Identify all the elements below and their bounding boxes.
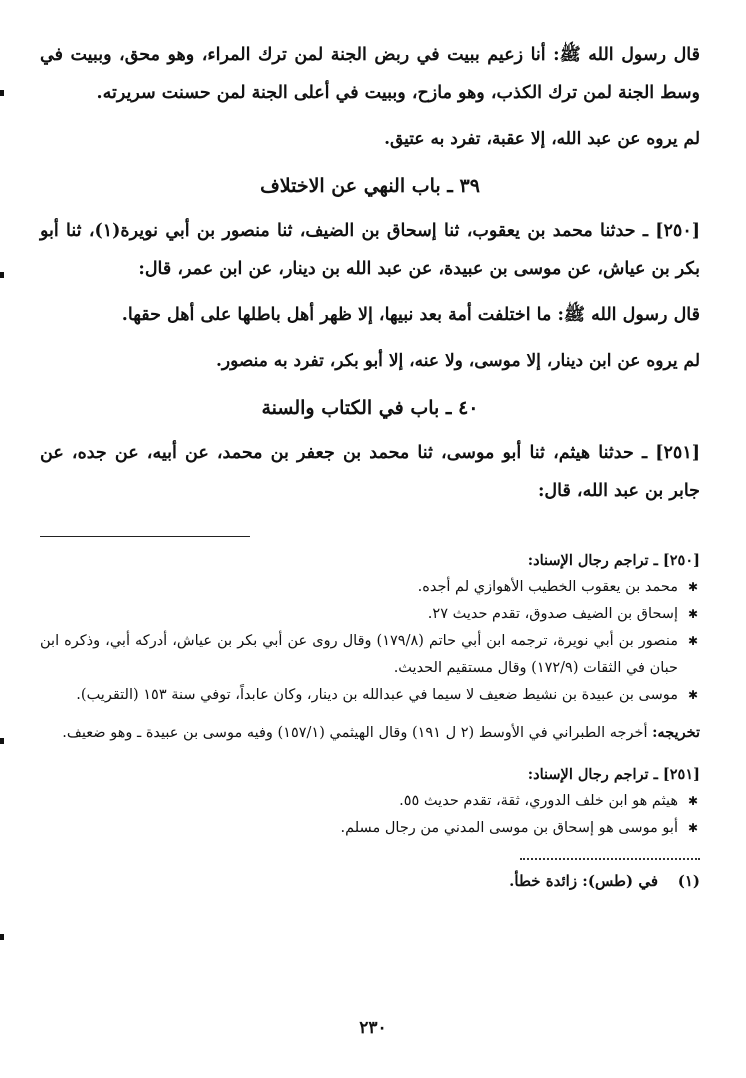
- scan-mark: [0, 738, 4, 744]
- chapter-heading-40: ٤٠ ـ باب في الكتاب والسنة: [261, 397, 479, 419]
- note-item: ✱ محمد بن يعقوب الخطيب الأهوازي لم أجده.: [40, 574, 700, 601]
- footnote-separator: [520, 858, 700, 860]
- scan-mark: [0, 90, 4, 96]
- takhrij-label: تخريجه:: [652, 724, 700, 741]
- hadith-text: قال رسول الله ﷺ: أنا زعيم ببيت في ربض الجنة لمن ترك المراء، وهو محق، وببيت في وسط الجنة لمن ترك الكذب، وهو مازح، وببيت في أعلى الجنة لمن حسنت سريرته.: [40, 45, 700, 103]
- note-item: ✱ أبو موسى هو إسحاق بن موسى المدني من رجال مسلم.: [40, 815, 700, 842]
- scan-mark: [0, 272, 4, 278]
- footnote-number: (١): [677, 872, 700, 890]
- isnad-250: [٢٥٠] ـ حدثنا محمد بن يعقوب، ثنا إسحاق بن الضيف، ثنا منصور بن أبي نويرة(١)، ثنا أبو بكر بن عياش، عن موسى بن عبيدة، عن عبد الله بن دينار، عن ابن عمر، قال:: [40, 221, 700, 279]
- page-content: [40, 36, 700, 894]
- isnad-251: [٢٥١] ـ حدثنا هيثم، ثنا أبو موسى، ثنا محمد بن جعفر بن محمد، عن أبيه، عن جده، عن جابر بن عبد الله، قال:: [40, 443, 700, 501]
- notes-250-title: [٢٥٠] ـ تراجم رجال الإسناد:: [527, 552, 700, 569]
- takhrij-250: [40, 719, 700, 747]
- note-item: ✱ إسحاق بن الضيف صدوق، تقدم حديث ٢٧.: [40, 601, 700, 628]
- note-item: ✱ هيثم هو ابن خلف الدوري، ثقة، تقدم حديث ٥٥.: [40, 788, 700, 815]
- footnote-text: في (طس): زائدة خطأ.: [509, 872, 658, 890]
- note-item: ✱ منصور بن أبي نويرة، ترجمه ابن أبي حاتم (١٧٩/٨) وقال روى عن أبي بكر بن عياش، أدركه أبي، وذكره ابن حبان في الثقات (١٧٢/٩) وقال مستقيم الحديث.: [40, 628, 700, 682]
- notes-separator: [40, 536, 250, 537]
- hadith-comment: لم يروه عن عبد الله، إلا عقبة، تفرد به عتيق.: [384, 129, 700, 149]
- chapter-heading-39: ٣٩ ـ باب النهي عن الاختلاف: [260, 175, 480, 197]
- footnote: [40, 868, 700, 894]
- hadith-text-250: قال رسول الله ﷺ: ما اختلفت أمة بعد نبيها، إلا ظهر أهل باطلها على أهل حقها.: [121, 305, 700, 325]
- scan-mark: [0, 934, 4, 940]
- note-item: ✱ موسى بن عبيدة بن نشيط ضعيف لا سيما في عبدالله بن دينار، وكان عابداً، توفي سنة ١٥٣ (التقريب).: [40, 682, 700, 709]
- page-number: ٢٣٠: [359, 1018, 387, 1038]
- takhrij-text: أخرجه الطبراني في الأوسط (٢ ل ١٩١) وقال الهيثمي (١٥٧/١) وفيه موسى بن عبيدة ـ وهو ضعيف.: [62, 725, 648, 741]
- notes-251-title: [٢٥١] ـ تراجم رجال الإسناد:: [527, 766, 700, 783]
- hadith-comment-250: لم يروه عن ابن دينار، إلا موسى، ولا عنه، إلا أبو بكر، تفرد به منصور.: [215, 351, 700, 371]
